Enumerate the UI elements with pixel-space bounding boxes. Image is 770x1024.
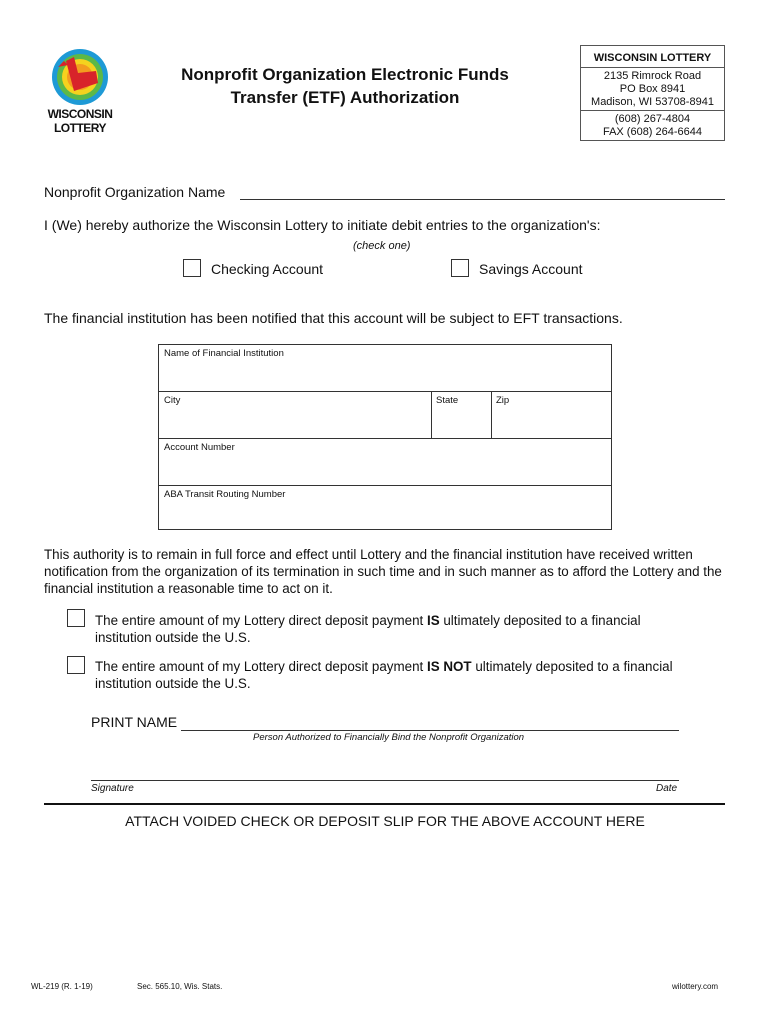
authority-paragraph: This authority is to remain in full force and effect until Lottery and the financial institution have received written notification from the organization of its termination in such time and in such manner as to afford the Lottery and the financial institution a reasonable time to act on it. bbox=[44, 547, 722, 596]
bank-info-table bbox=[158, 344, 612, 530]
address-name: WISCONSIN LOTTERY bbox=[581, 46, 724, 68]
zip-label: Zip bbox=[496, 395, 510, 406]
state-label: State bbox=[436, 395, 459, 406]
authorize-text: I (We) hereby authorize the Wisconsin Lottery to initiate debit entries to the organization's: bbox=[44, 217, 601, 233]
form-number: WL-219 (R. 1-19) bbox=[31, 982, 93, 991]
option-is-post: ultimately deposited to a financial institution outside the U.S. bbox=[95, 613, 641, 645]
date-label: Date bbox=[656, 783, 678, 794]
state-field[interactable] bbox=[431, 392, 491, 439]
title-line-2: Transfer (ETF) Authorization bbox=[230, 88, 460, 107]
form-title bbox=[150, 63, 540, 109]
institution-name-label: Name of Financial Institution bbox=[164, 348, 284, 359]
signature-label: Signature bbox=[91, 783, 134, 794]
city-state-divider bbox=[431, 392, 432, 439]
logo-text-wisconsin: WISCONSIN bbox=[47, 107, 113, 121]
website-link[interactable]: wilottery.com bbox=[672, 982, 719, 991]
address-po-box: PO Box 8941 bbox=[619, 83, 686, 95]
option-is-not-bold: IS NOT bbox=[426, 659, 472, 674]
zip-field[interactable] bbox=[491, 392, 611, 439]
option-is-not-post: ultimately deposited to a financial institution outside the U.S. bbox=[95, 659, 673, 691]
savings-account-label: Savings Account bbox=[479, 261, 583, 277]
option-is-not-pre: The entire amount of my Lottery direct deposit payment bbox=[95, 659, 427, 674]
address-street: 2135 Rimrock Road bbox=[603, 70, 702, 82]
lottery-logo-mark bbox=[44, 47, 116, 107]
routing-number-label: ABA Transit Routing Number bbox=[164, 489, 286, 500]
print-name-field[interactable] bbox=[181, 730, 679, 731]
org-name-label: Nonprofit Organization Name bbox=[44, 184, 226, 200]
print-name-label: PRINT NAME bbox=[91, 714, 178, 730]
outside-us-is-text bbox=[95, 612, 695, 646]
statute-reference: Sec. 565.10, Wis. Stats. bbox=[137, 982, 223, 991]
attach-divider bbox=[44, 803, 725, 805]
contact-block bbox=[581, 111, 724, 141]
account-number-label: Account Number bbox=[164, 442, 235, 453]
city-field[interactable] bbox=[159, 392, 431, 439]
org-name-field[interactable] bbox=[240, 199, 725, 200]
outside-us-is-checkbox[interactable] bbox=[67, 609, 85, 627]
wisconsin-lottery-logo bbox=[44, 47, 116, 142]
logo-text-lottery: LOTTERY bbox=[53, 121, 107, 135]
address-block bbox=[581, 68, 724, 111]
notified-text: The financial institution has been notified that this account will be subject to EFT transactions. bbox=[44, 310, 623, 326]
routing-number-field[interactable] bbox=[159, 486, 611, 529]
outside-us-is-not-checkbox[interactable] bbox=[67, 656, 85, 674]
check-one-label: (check one) bbox=[353, 240, 411, 252]
institution-name-field[interactable] bbox=[159, 345, 611, 392]
checking-account-checkbox[interactable] bbox=[183, 259, 201, 277]
outside-us-is-not-text bbox=[95, 658, 695, 692]
state-zip-divider bbox=[491, 392, 492, 439]
savings-account-checkbox[interactable] bbox=[451, 259, 469, 277]
title-line-1: Nonprofit Organization Electronic Funds bbox=[181, 65, 509, 84]
signature-field[interactable] bbox=[91, 780, 679, 781]
address-fax: FAX (608) 264-6644 bbox=[602, 126, 703, 138]
option-is-bold: IS bbox=[426, 613, 440, 628]
checking-account-label: Checking Account bbox=[211, 261, 324, 277]
attach-check-instruction: ATTACH VOIDED CHECK OR DEPOSIT SLIP FOR THE ABOVE ACCOUNT HERE bbox=[125, 813, 645, 829]
address-phone: (608) 267-4804 bbox=[614, 113, 691, 125]
option-is-pre: The entire amount of my Lottery direct deposit payment bbox=[95, 613, 427, 628]
lottery-address-box bbox=[580, 45, 725, 141]
print-name-caption: Person Authorized to Financially Bind the Nonprofit Organization bbox=[253, 732, 525, 743]
account-number-field[interactable] bbox=[159, 439, 611, 486]
city-label: City bbox=[164, 395, 181, 406]
address-city: Madison, WI 53708-8941 bbox=[591, 96, 714, 108]
